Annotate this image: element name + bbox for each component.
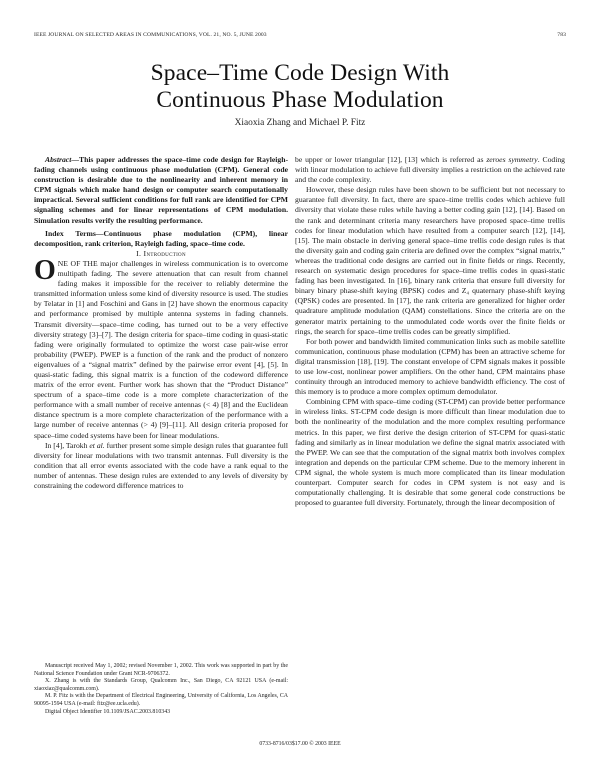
- p2-cont-text-b: . Coding with linear modulation to achieve full diversity implies a restriction on the achieved rate and the code complexity.: [295, 155, 565, 185]
- abstract-label: Abstract: [45, 155, 72, 164]
- abstract: [34, 155, 288, 226]
- footnote-zhang: X. Zhang is with the Standards Group, Qualcomm Inc., San Diego, CA 92121 USA (e-mail: xiaoxiaz@qualcomm.com).: [34, 678, 288, 692]
- footnote-doi: Digital Object Identifier 10.1109/JSAC.2003.810343: [45, 708, 171, 715]
- footnote-received: Manuscript received May 1, 2002; revised November 1, 2002. This work was supported in part by the National Science Foundation under Grant NCR-9706372.: [34, 663, 288, 677]
- running-head: [34, 32, 566, 38]
- authors: Xiaoxia Zhang and Michael P. Fitz: [234, 118, 366, 128]
- abstract-text: —This paper addresses the space–time code design for Rayleigh-fading channels using continuous phase modulation (CPM). General code construction is desirable due to the nonlinearity and inherent memory in CPM signals which make hand design or computer search computationally impractical. Several sufficient conditions for full rank are identified for CPM signaling schemes and for linear representations of CPM modulation. Simulation results verify the resulting performance.: [34, 155, 288, 225]
- intro-paragraph-1: [34, 254, 288, 441]
- p2-cont-emphasis: zeroes symmetry: [486, 155, 538, 164]
- section-heading-introduction: [34, 249, 288, 259]
- p2-text-b: further present some simple design rules that guarantee full diversity for linear modulations with two transmit antennas. Full diversity is the condition that all error events associated with the code have a rank equal to the number of antennas. These design rules are extended to any levels of diversity by constraining the codeword difference matrices to: [34, 440, 288, 490]
- drop-cap: O: [34, 254, 56, 286]
- intro-paragraph-4: For both power and bandwidth limited communication links such as mobile satellite communication, continuous phase modulation (CPM) has been an attractive scheme for digital transmission [18], [19]. The constant envelope of CPM signals makes it possible to use low-cost, nonlinear power amplifiers. On the other hand, CPM maintains phase continuity through an introduced memory to achieve bandwidth efficiency. The cost of this memory is to produce a more complex optimum demodulator.: [295, 336, 565, 397]
- index-terms-label: Index Terms: [45, 228, 96, 238]
- index-terms: [34, 229, 288, 249]
- section-numeral: I.: [136, 248, 142, 258]
- intro-lead: NE OF THE: [57, 258, 98, 268]
- page-number: 783: [557, 32, 566, 38]
- paper-title: [0, 60, 600, 114]
- p2-text-a: In [4], Tarokh: [45, 440, 90, 450]
- intro-paragraph-3: However, these design rules have been shown to be sufficient but not necessary to guarantee full diversity. In fact, there are space–time trellis codes which achieve full diversity that violate these rules while having a better coding gain [12], [14]. Based on the rank and determinant criteria many researchers have proposed space–time trellis codes for linear modulation which have resulted from a computer search [12], [14], [15]. The main obstacle in deriving general space–time trellis code design rules is that the diversity gain and coding gain criteria are defined over the complex “signal matrix,” whereas the traditional code designs are carried out in finite fields or rings. Recently, research on systematic design procedures for space–time trellis codes in quasi-static fading has been investigated. In [16], binary rank criteria that ensure full diversity for binary binary phase-shift keying (BPSK) codes and Z₄ quaternary phase-shift keying (QPSK) codes are presented. In [17], the rank criteria are generalized for higher order quadrature amplitude modulation (QAM) constellations. Since the criteria are on the generator matrix pertaining to the unmodulated code words over the finite fields or rings, the search for space–time trellis codes can be greatly simplified.: [295, 185, 565, 336]
- p2-emphasis: et al.: [89, 440, 105, 450]
- p2-cont-text-a: be upper or lower triangular [12], [13] which is referred as: [295, 155, 487, 164]
- intro-p1-text: major challenges in wireless communication is to overcome multipath fading. The severe attenuation that can result from channel fading makes it impossible for the receiver to reliably determine the transmitted information unless some kind of diversity resource is used. The studies by Telatar in [1] and Foschini and Gans in [2] have shown the enormous capacity and performance promised by multiple antenna systems in fading channels. Transmit diversity—space–time coding, has turned out to be a very effective diversity strategy [3]–[7]. The design criteria for space–time coding in quasi-static fading were originally formulated to optimize the worst case pair-wise error probability (PWEP). PWEP is a function of the rank and the product of nonzero eigenvalues of a “signal matrix” defined by the pairwise error event [4], [5]. In quasi-static fading, this signal matrix is a function of the codeword difference matrix of the error event. Further work has shown that the “Product Distance” spectrum of a space–time code is a more complete characterization of the performance with a small number of receive antennas (< 4) [8] and the Euclidean distance spectrum is a more complete characterization of the performance with a large number of receive antennas (> 4) [9]–[11]. All design criteria proposed for space–time coded systems have been for linear modulations.: [34, 258, 288, 440]
- title-line-1: Space–Time Code Design With: [150, 60, 450, 86]
- index-terms-text: —Continuous phase modulation (CPM), linear decomposition, rank criterion, Rayleigh fading, space–time code.: [34, 228, 288, 248]
- title-line-2: Continuous Phase Modulation: [156, 87, 444, 113]
- left-column: [34, 155, 288, 491]
- section-title: Introduction: [143, 248, 186, 258]
- footnotes: [34, 663, 288, 716]
- footnote-fitz: M. P. Fitz is with the Department of Electrical Engineering, University of California, Los Angeles, CA 90095-1594 USA (e-mail: fitz@ee.ucla.edu).: [34, 693, 288, 707]
- intro-paragraph-2-continued: [295, 155, 565, 185]
- right-column: [295, 155, 565, 508]
- journal-citation: IEEE JOURNAL ON SELECTED AREAS IN COMMUNICATIONS, VOL. 21, NO. 5, JUNE 2003: [34, 32, 267, 38]
- copyright-footer: 0733-8716/03$17.00 © 2003 IEEE: [259, 741, 341, 747]
- intro-paragraph-5: Combining CPM with space–time coding (ST-CPM) can provide better performance in wireless links. ST-CPM code design is more difficult than linear modulation due to both the nonlinearity of the modulation and the more complex resulting performance metrics. In this paper, we first derive the design criterion of ST-CPM for quasi-static fading and similarly as in linear modulation we define the signal matrix associated with the PWEP. We can see that the computation of the signal matrix both involves complex integration and depends on the particular CPM scheme. Due to the memory inherent in CPM signal, the whole system is much more complicated than its linear modulation counterpart. Computer search for codes in CPM system is not easy and is computationally challenging. It is desirable that some general code constructions be proposed to guarantee full diversity. Fortunately, through the linear decomposition of: [295, 397, 565, 508]
- intro-paragraph-2: [34, 441, 288, 491]
